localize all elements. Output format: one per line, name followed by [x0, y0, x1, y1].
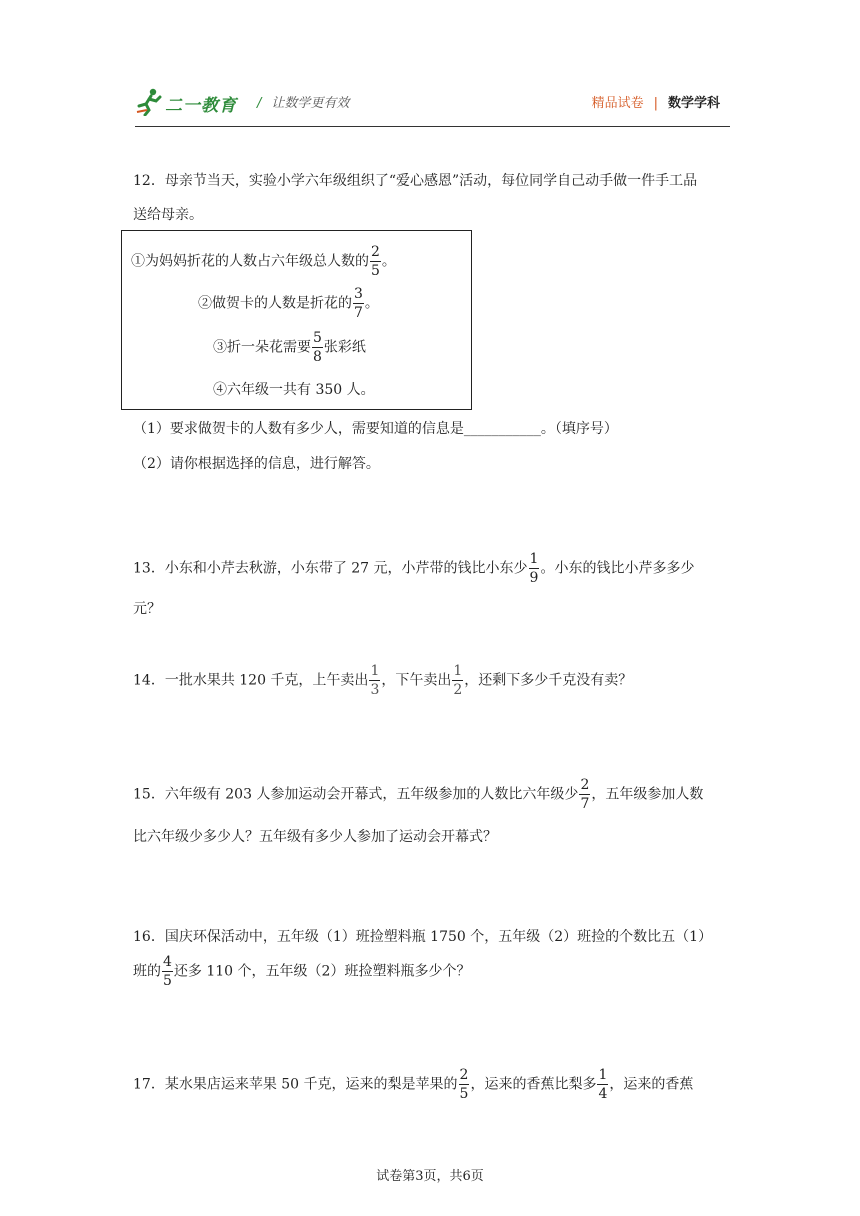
q17-text-mid: ，运来的香蕉比梨多 — [470, 1076, 597, 1093]
numerator: 1 — [529, 551, 539, 567]
q12-sub2: （2）请你根据选择的信息，进行解答。 — [133, 456, 380, 472]
fraction — [162, 955, 173, 988]
fraction — [459, 1068, 470, 1101]
q12-line1: 12．母亲节当天，实验小学六年级组织了“爱心感恩”活动，每位同学自己动手做一件手工品 — [133, 173, 698, 189]
denominator: 8 — [313, 349, 322, 365]
numerator: 2 — [580, 777, 590, 793]
fraction — [353, 287, 364, 320]
logo — [135, 86, 245, 118]
q14-text-end: ，还剩下多少千克没有卖？ — [464, 672, 633, 689]
page-header — [135, 80, 730, 127]
slogan-text: 让数学更有效 — [271, 96, 350, 111]
denominator: 7 — [580, 796, 590, 812]
info-item-1 — [131, 245, 396, 278]
q16-line1: 16．国庆环保活动中，五年级（1）班捡塑料瓶 1750 个，五年级（2）班捡的个数比五（1） — [133, 929, 713, 945]
denominator: 5 — [371, 263, 380, 279]
fraction — [370, 245, 381, 278]
q16-text: 班的 — [133, 963, 161, 980]
numerator: 1 — [370, 663, 380, 679]
quality-label: 精品试卷 — [591, 96, 644, 111]
q15-line2: 比六年级少多少人？五年级有多少人参加了运动会开幕式？ — [133, 829, 497, 845]
fraction — [529, 552, 540, 585]
numerator: 3 — [354, 286, 363, 302]
runner-logo-icon — [135, 86, 165, 116]
info-item-3-text: ③折一朵花需要 — [213, 339, 311, 356]
fraction — [452, 664, 463, 697]
page-footer: 试卷第3页，共6页 — [376, 1169, 484, 1184]
info-item-3-end: 张彩纸 — [323, 339, 366, 356]
q14-line1 — [133, 664, 632, 697]
q12-info-box — [121, 230, 472, 410]
denominator: 5 — [459, 1086, 469, 1102]
info-item-3 — [213, 331, 366, 364]
info-item-2 — [198, 287, 379, 320]
subject-label: 数学学科 — [667, 96, 720, 111]
q15-text: 15．六年级有 203 人参加运动会开幕式，五年级参加的人数比六年级少 — [133, 786, 579, 803]
denominator: 5 — [163, 973, 172, 989]
header-separator: | — [653, 96, 658, 111]
q13-text-end: 。小东的钱比小芹多多少 — [540, 560, 695, 577]
fraction — [312, 331, 323, 364]
numerator: 1 — [453, 663, 463, 679]
info-item-1-end: 。 — [381, 253, 396, 270]
slogan: / 让数学更有效 — [257, 96, 350, 111]
q13-line1 — [133, 552, 694, 585]
q12-line2: 送给母亲。 — [133, 207, 203, 223]
info-item-4: ④六年级一共有 350 人。 — [213, 382, 375, 398]
q13-line2: 元？ — [133, 601, 161, 617]
q17-line1 — [133, 1068, 693, 1101]
denominator: 4 — [598, 1086, 608, 1102]
logo-text: 二一教育 — [165, 96, 237, 116]
q14-text-mid: ，下午卖出 — [381, 672, 452, 689]
numerator: 2 — [459, 1067, 469, 1083]
numerator: 4 — [163, 954, 172, 970]
info-item-2-text: ②做贺卡的人数是折花的 — [198, 295, 352, 312]
q16-text-end: 还多 110 个，五年级（2）班捡塑料瓶多少个？ — [173, 963, 471, 980]
q13-text: 13．小东和小芹去秋游，小东带了 27 元，小芹带的钱比小东少 — [133, 560, 528, 577]
q17-text: 17．某水果店运来苹果 50 千克，运来的梨是苹果的 — [133, 1076, 458, 1093]
q14-text: 14．一批水果共 120 千克，上午卖出 — [133, 672, 369, 689]
fraction — [579, 778, 590, 811]
numerator: 1 — [598, 1067, 608, 1083]
q17-text-end: ，运来的香蕉 — [609, 1076, 694, 1093]
q12-sub1: （1）要求做贺卡的人数有多少人，需要知道的信息是___________。（填序号） — [133, 421, 618, 437]
denominator: 3 — [370, 682, 380, 698]
fraction — [369, 664, 380, 697]
denominator: 9 — [529, 570, 539, 586]
fraction — [597, 1068, 608, 1101]
info-item-1-text: ①为妈妈折花的人数占六年级总人数的 — [131, 253, 369, 270]
denominator: 2 — [453, 682, 463, 698]
numerator: 5 — [313, 330, 322, 346]
q15-line1 — [133, 778, 703, 811]
q15-text-end: ，五年级参加人数 — [591, 786, 704, 803]
q16-line2 — [133, 955, 470, 988]
denominator: 7 — [354, 305, 363, 321]
header-right — [592, 92, 720, 111]
info-item-2-end: 。 — [364, 295, 379, 312]
numerator: 2 — [371, 244, 380, 260]
